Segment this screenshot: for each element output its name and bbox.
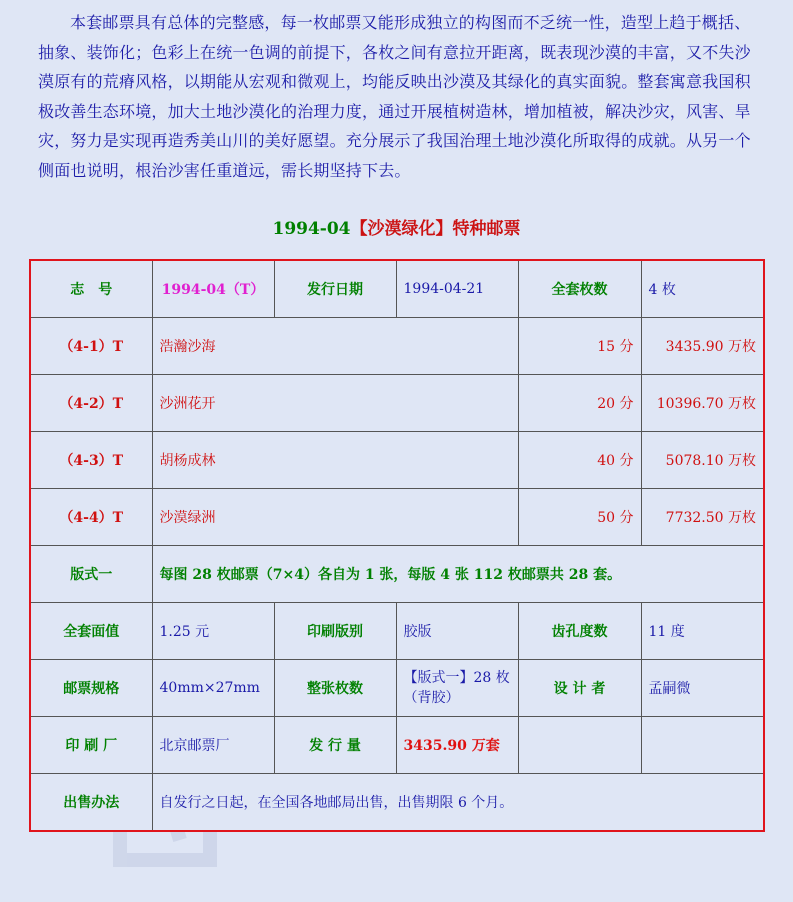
issue-date-label: 发行日期 bbox=[274, 260, 396, 318]
stamp-number: （4-2）T bbox=[30, 375, 152, 432]
stamp-number: （4-3）T bbox=[30, 432, 152, 489]
perforation-value: 11 度 bbox=[641, 603, 764, 660]
designer-label: 设 计 者 bbox=[518, 660, 641, 717]
stamp-name: 沙洲花开 bbox=[152, 375, 518, 432]
sheet-count-value: 【版式一】28 枚（背胶） bbox=[396, 660, 518, 717]
table-row bbox=[30, 318, 764, 375]
face-value-label: 全套面值 bbox=[30, 603, 152, 660]
table-row bbox=[30, 260, 764, 318]
stamp-info-table bbox=[29, 259, 765, 832]
stamp-name: 浩瀚沙海 bbox=[152, 318, 518, 375]
stamp-value: 40 分 bbox=[518, 432, 641, 489]
table-row bbox=[30, 375, 764, 432]
table-row bbox=[30, 489, 764, 546]
table-row bbox=[30, 660, 764, 717]
designer-value: 孟嗣微 bbox=[641, 660, 764, 717]
stamp-quantity: 10396.70 万枚 bbox=[641, 375, 764, 432]
stamp-quantity: 3435.90 万枚 bbox=[641, 318, 764, 375]
print-type-value: 胶版 bbox=[396, 603, 518, 660]
table-row bbox=[30, 603, 764, 660]
stamp-name: 胡杨成林 bbox=[152, 432, 518, 489]
table-row bbox=[30, 717, 764, 774]
sale-value: 自发行之日起，在全国各地邮局出售，出售期限 6 个月。 bbox=[152, 774, 764, 832]
size-label: 邮票规格 bbox=[30, 660, 152, 717]
set-count-value: 4 枚 bbox=[641, 260, 764, 318]
empty-cell bbox=[518, 717, 641, 774]
stamp-value: 20 分 bbox=[518, 375, 641, 432]
empty-cell bbox=[641, 717, 764, 774]
printer-value: 北京邮票厂 bbox=[152, 717, 274, 774]
stamp-name: 沙漠绿洲 bbox=[152, 489, 518, 546]
format-label: 版式一 bbox=[30, 546, 152, 603]
perforation-label: 齿孔度数 bbox=[518, 603, 641, 660]
sheet-count-label: 整张枚数 bbox=[274, 660, 396, 717]
stamp-value: 15 分 bbox=[518, 318, 641, 375]
stamp-number: （4-4）T bbox=[30, 489, 152, 546]
set-count-label: 全套枚数 bbox=[518, 260, 641, 318]
size-value: 40mm×27mm bbox=[152, 660, 274, 717]
circulation-value: 3435.90 万套 bbox=[396, 717, 518, 774]
table-row bbox=[30, 774, 764, 832]
circulation-label: 发 行 量 bbox=[274, 717, 396, 774]
sale-label: 出售办法 bbox=[30, 774, 152, 832]
stamp-number: （4-1）T bbox=[30, 318, 152, 375]
table-row bbox=[30, 432, 764, 489]
issue-date-value: 1994-04-21 bbox=[396, 260, 518, 318]
stamp-value: 50 分 bbox=[518, 489, 641, 546]
face-value: 1.25 元 bbox=[152, 603, 274, 660]
printer-label: 印 刷 厂 bbox=[30, 717, 152, 774]
page-title bbox=[0, 214, 793, 239]
zhihao-label: 志 号 bbox=[30, 260, 152, 318]
intro-paragraph: 本套邮票具有总体的完整感，每一枚邮票又能形成独立的构图而不乏统一性，造型上趋于概括、抽象、装饰化；色彩上在统一色调的前提下，各枚之间有意拉开距离，既表现沙漠的丰富，又不失沙漠原有的荒瘠风格，以期能从宏观和微观上，均能反映出沙漠及其绿化的真实面貌。整套寓意我国积极改善生态环境，加大土地沙漠化的治理力度，通过开展植树造林，增加植被，解决沙灾，风害、旱灾，努力是实现再造秀美山川的美好愿望。充分展示了我国治理土地沙漠化所取得的成就。从另一个侧面也说明，根治沙害任重道远，需长期坚持下去。 bbox=[38, 13, 751, 180]
format-text: 每图 28 枚邮票（7×4）各自为 1 张，每版 4 张 112 枚邮票共 28 套。 bbox=[152, 546, 764, 603]
title-code: 1994-04 bbox=[272, 219, 351, 239]
stamp-quantity: 7732.50 万枚 bbox=[641, 489, 764, 546]
print-type-label: 印刷版别 bbox=[274, 603, 396, 660]
zhihao-value: 1994-04（T） bbox=[152, 260, 274, 318]
stamp-quantity: 5078.10 万枚 bbox=[641, 432, 764, 489]
table-row bbox=[30, 546, 764, 603]
title-name: 【沙漠绿化】特种邮票 bbox=[350, 219, 521, 239]
